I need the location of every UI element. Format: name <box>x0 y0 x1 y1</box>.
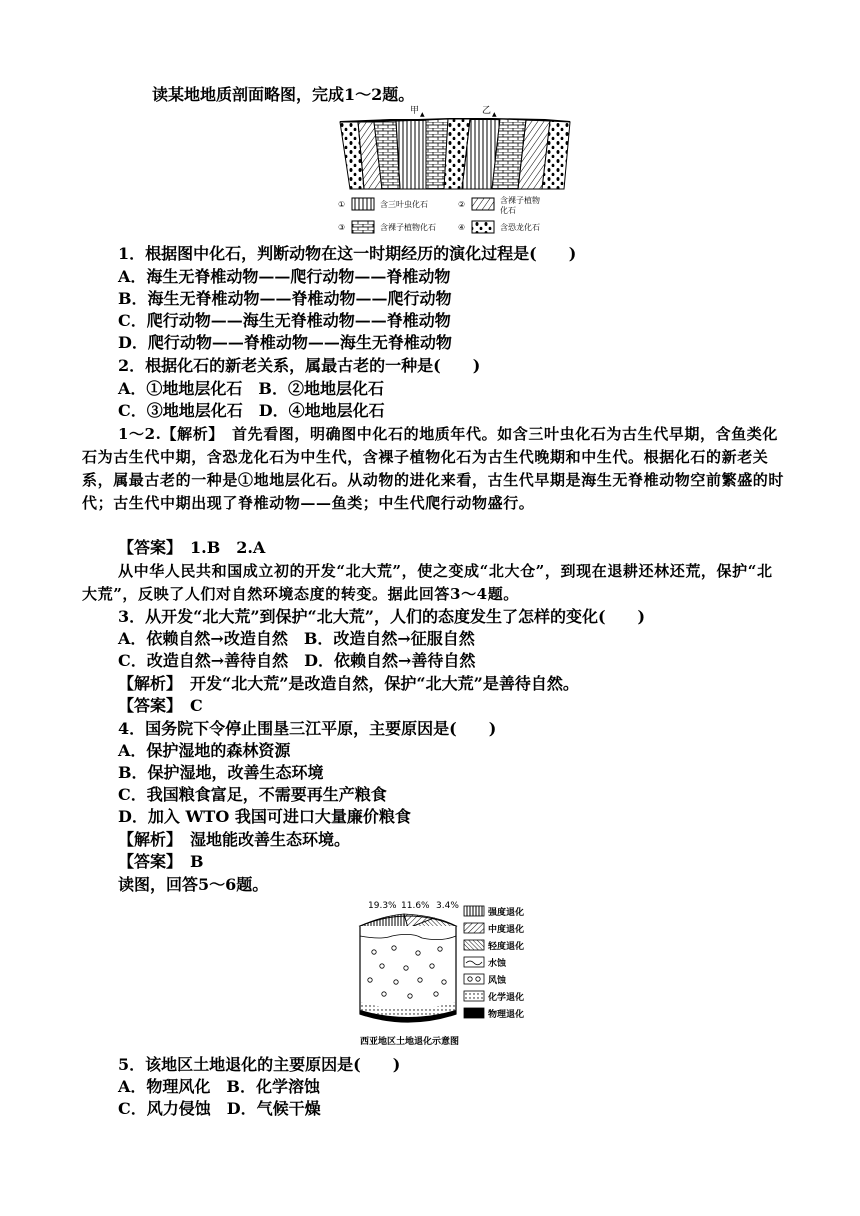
analysis-1-2: 1～2.【解析】 首先看图，明确图中化石的地质年代。如含三叶虫化石为古生代早期，含鱼类化石为古生代中期，含恐龙化石为中生代，含裸子植物化石为古生代晚期和中生代。根据化石的新老关系，属最古老的一种是①地地层化石。从动物的进化来看，古生代早期是海生无脊椎动物空前繁盛的时代；古生代中期出现了脊椎动物——鱼类；中生代爬行动物盛行。 <box>82 425 785 512</box>
q5-stem: 5．该地区土地退化的主要原因是( ) <box>118 1055 401 1074</box>
legend-num-3: ② <box>458 200 466 209</box>
q3-options-ab[interactable]: A．依赖自然→改造自然 B．改造自然→征服自然 <box>118 629 475 648</box>
legend-label-2: 含裸子植物化石 <box>380 223 436 232</box>
answer-3: 【答案】 C <box>118 696 203 715</box>
triangle-icon: ▲ <box>492 111 497 118</box>
q1-option-b[interactable]: B．海生无脊椎动物——脊椎动物——爬行动物 <box>118 289 452 308</box>
marker-jia: 甲 <box>410 106 420 116</box>
legend-label-1: 含三叶虫化石 <box>380 200 428 209</box>
q4-option-a[interactable]: A．保护湿地的森林资源 <box>118 741 291 760</box>
legend-label-4: 含恐龙化石 <box>500 223 540 232</box>
analysis-4: 【解析】 湿地能改善生态环境。 <box>118 830 351 849</box>
geology-cross-section-figure <box>330 104 580 242</box>
q2-options-cd[interactable]: C．③地地层化石 D．④地地层化石 <box>118 401 385 420</box>
answer-1-2: 【答案】 1.B 2.A <box>118 538 266 557</box>
q1-stem: 1．根据图中化石，判断动物在这一时期经历的演化过程是( ) <box>118 244 577 263</box>
triangle-icon: ▲ <box>420 111 425 118</box>
answer-4: 【答案】 B <box>118 852 204 871</box>
legend-physical: 物理退化 <box>488 1010 525 1020</box>
q3-stem: 3．从开发“北大荒”到保护“北大荒”，人们的态度发生了怎样的变化( ) <box>118 607 646 626</box>
fig2-legend <box>464 906 524 1020</box>
q5-options-cd[interactable]: C．风力侵蚀 D．气候干燥 <box>118 1099 321 1118</box>
analysis-3: 【解析】 开发“北大荒”是改造自然，保护“北大荒”是善待自然。 <box>118 674 579 693</box>
percent-strong: 19.3% <box>368 901 397 911</box>
intro-3-4: 从中华人民共和国成立初的开发“北大荒”，使之变成“北大仓”，到现在退耕还林还荒，保护“北大荒”，反映了人们对自然环境态度的转变。据此回答3～4题。 <box>82 562 773 603</box>
percent-medium: 11.6% <box>401 901 430 911</box>
legend-wind: 风蚀 <box>488 976 507 986</box>
q4-stem: 4．国务院下令停止围垦三江平原，主要原因是( ) <box>118 719 497 738</box>
q4-option-c[interactable]: C．我国粮食富足，不需要再生产粮食 <box>118 785 387 804</box>
q1-option-a[interactable]: A．海生无脊椎动物——爬行动物——脊椎动物 <box>118 267 451 286</box>
top-markers <box>410 105 497 118</box>
q1-option-d[interactable]: D．爬行动物——脊椎动物——海生无脊椎动物 <box>118 333 452 352</box>
fig2-caption: 西亚地区土地退化示意图 <box>360 1037 460 1047</box>
legend-water: 水蚀 <box>488 959 507 969</box>
legend-light: 轻度退化 <box>488 942 525 952</box>
legend-num-1: ① <box>338 200 346 209</box>
legend-num-2: ③ <box>338 223 346 232</box>
marker-yi: 乙 <box>482 106 492 116</box>
legend-medium: 中度退化 <box>488 925 525 935</box>
land-degradation-figure <box>352 896 552 1048</box>
percent-labels <box>368 901 459 911</box>
legend-num-4: ④ <box>458 223 466 232</box>
legend-chemical: 化学退化 <box>488 993 525 1003</box>
q1-option-c[interactable]: C．爬行动物——海生无脊椎动物——脊椎动物 <box>118 311 451 330</box>
percent-light: 3.4% <box>436 901 459 911</box>
intro-5-6: 读图，回答5～6题。 <box>118 875 269 894</box>
legend-label-3: 含裸子植物化石 <box>500 196 540 215</box>
intro-text: 读某地地质剖面略图，完成1～2题。 <box>152 85 415 104</box>
q4-option-d[interactable]: D．加入 WTO 我国可进口大量廉价粮食 <box>118 807 411 826</box>
q3-options-cd[interactable]: C．改造自然→善待自然 D．依赖自然→善待自然 <box>118 651 476 670</box>
fig1-legend <box>338 195 540 233</box>
q2-stem: 2．根据化石的新老关系，属最古老的一种是( ) <box>118 356 481 375</box>
legend-strong: 强度退化 <box>488 908 525 918</box>
q2-options-ab[interactable]: A．①地地层化石 B．②地地层化石 <box>118 379 384 398</box>
q5-options-ab[interactable]: A．物理风化 B．化学溶蚀 <box>118 1077 320 1096</box>
q4-option-b[interactable]: B．保护湿地，改善生态环境 <box>118 763 324 782</box>
